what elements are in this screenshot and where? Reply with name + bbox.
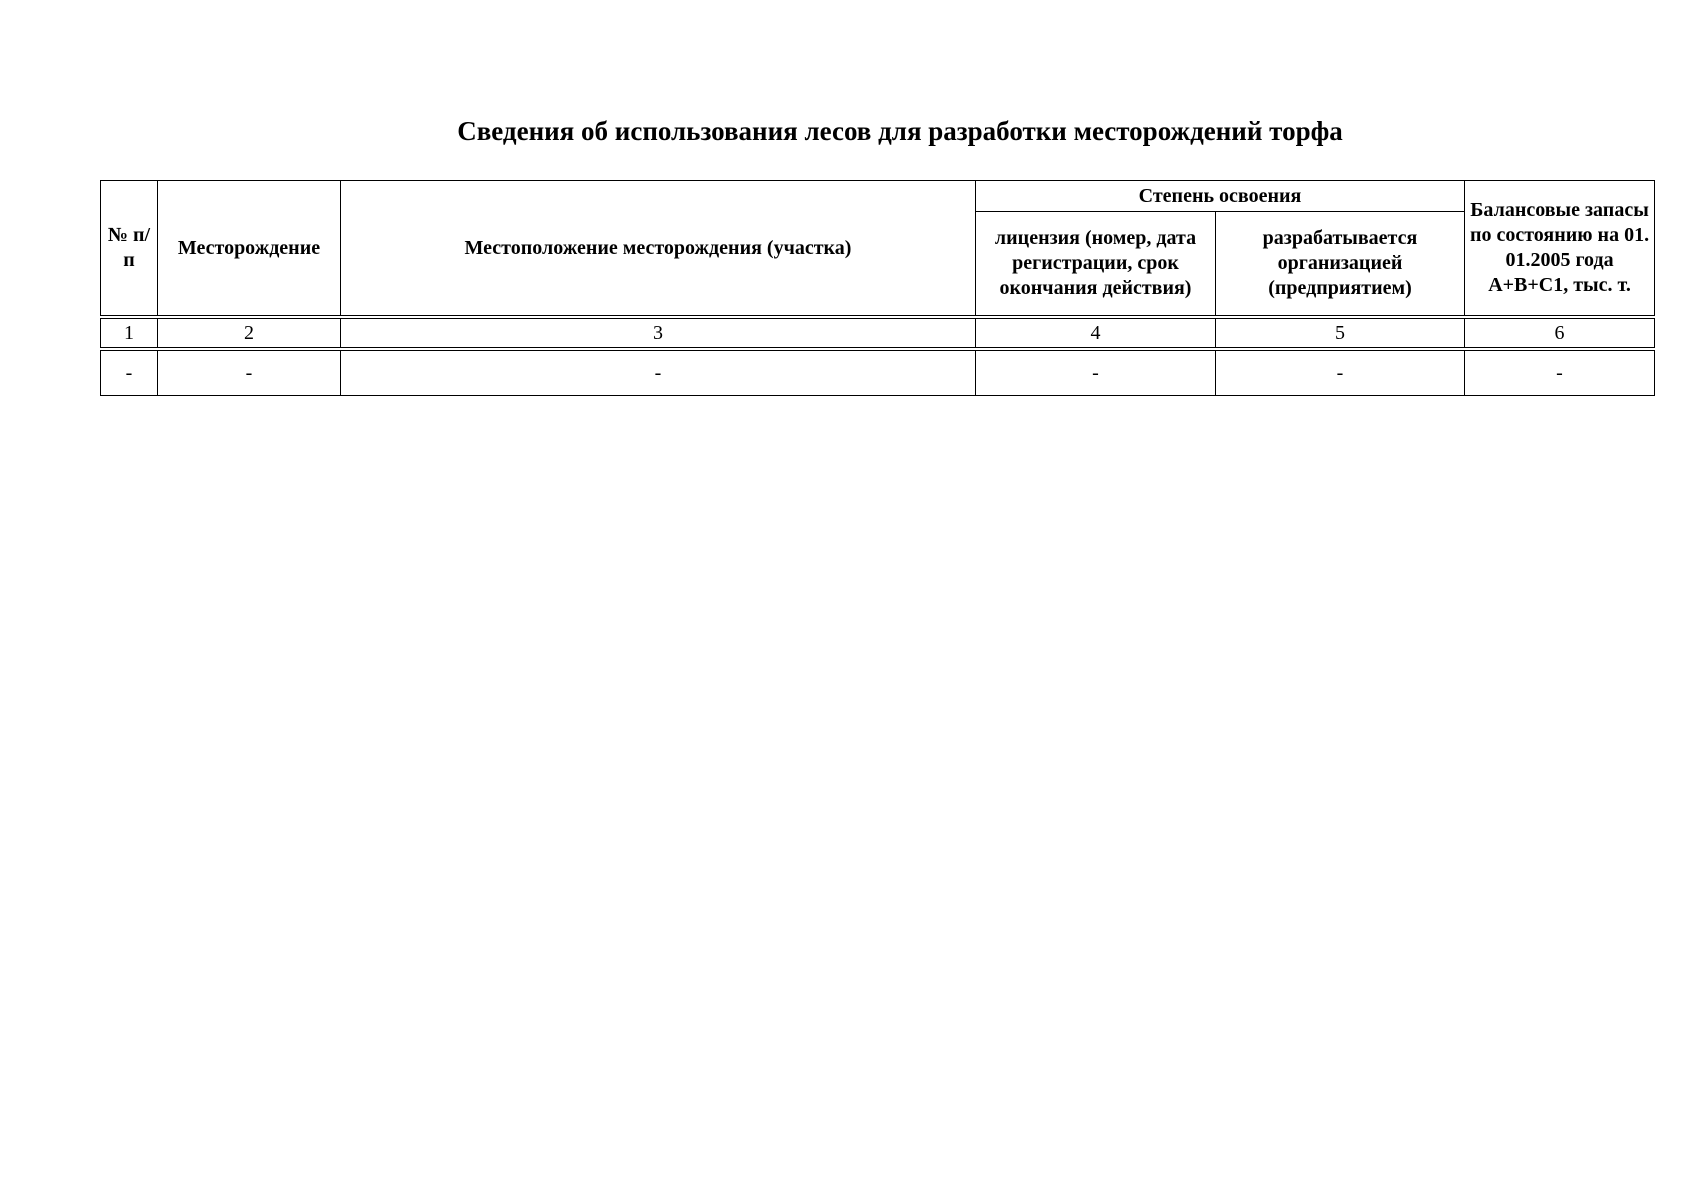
header-deposit: Месторождение [158, 181, 341, 318]
table-cell: - [341, 349, 976, 396]
header-balance-reserves: Балансовые запасы по состоянию на 01. 01.2005 года А+В+С1, тыс. т. [1465, 181, 1655, 318]
column-number: 5 [1216, 317, 1465, 349]
table-cell: - [101, 349, 158, 396]
document-title: Сведения об использования лесов для разработки месторождений торфа [457, 116, 1343, 146]
header-num: № п/п [101, 181, 158, 318]
column-number: 6 [1465, 317, 1655, 349]
header-development-degree: Степень освоения [976, 181, 1465, 212]
column-number: 2 [158, 317, 341, 349]
header-license: лицензия (номер, дата регистрации, срок окончания действия) [976, 212, 1216, 318]
table-cell: - [976, 349, 1216, 396]
table-cell: - [1216, 349, 1465, 396]
header-row-top [101, 181, 1655, 212]
peat-deposits-table-container [100, 180, 1654, 396]
table-cell: - [1465, 349, 1655, 396]
header-location: Местоположение месторождения (участка) [341, 181, 976, 318]
column-number-row [101, 317, 1655, 349]
table-cell: - [158, 349, 341, 396]
header-developed-by: разрабатывается организацией (предприятием) [1216, 212, 1465, 318]
peat-deposits-table [100, 180, 1655, 396]
column-number: 1 [101, 317, 158, 349]
table-row [101, 349, 1655, 396]
column-number: 3 [341, 317, 976, 349]
column-number: 4 [976, 317, 1216, 349]
